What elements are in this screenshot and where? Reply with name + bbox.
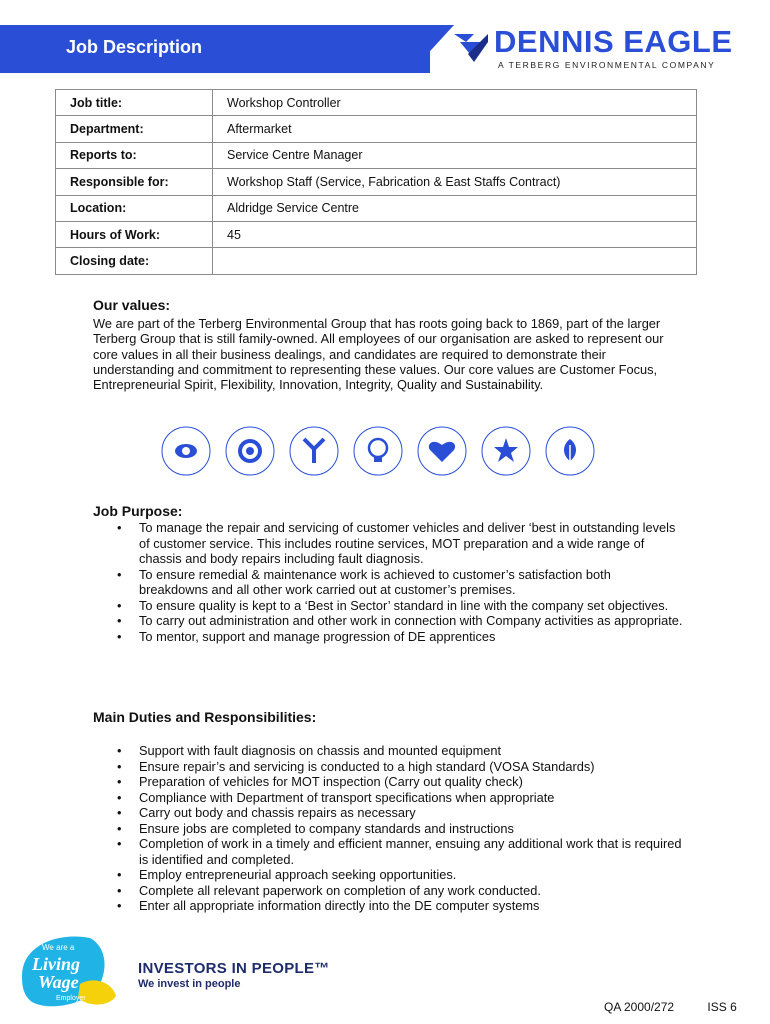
info-label: Reports to: — [56, 142, 213, 168]
investors-in-people-logo — [138, 960, 330, 990]
info-row — [56, 142, 697, 168]
list-item: • To manage the repair and servicing of customer vehicles and deliver ‘best in outstanding levels of customer service. This includes routine services, MOT preparation and a wide range of chassis and body repairs including fault diagnosis. — [93, 520, 683, 567]
logo-name: DENNIS EAGLE — [494, 24, 733, 59]
living-wage-line-1: We are a — [42, 943, 75, 952]
info-value: Aftermarket — [213, 116, 697, 142]
iip-title: INVESTORS IN PEOPLE™ — [138, 960, 330, 977]
info-label: Closing date: — [56, 248, 213, 274]
star-icon — [480, 425, 532, 477]
info-value: 45 — [213, 221, 697, 247]
issue-number: ISS 6 — [707, 1000, 737, 1014]
info-row — [56, 169, 697, 195]
info-value: Aldridge Service Centre — [213, 195, 697, 221]
job-info-table — [55, 89, 697, 275]
leaf-icon — [544, 425, 596, 477]
list-item: • To ensure quality is kept to a ‘Best in Sector’ standard in line with the company set objectives. — [93, 598, 683, 614]
info-row — [56, 195, 697, 221]
list-item: • Ensure repair’s and servicing is conducted to a high standard (VOSA Standards) — [93, 759, 693, 775]
values-heading: Our values: — [93, 297, 171, 313]
info-label: Job title: — [56, 90, 213, 116]
values-paragraph: We are part of the Terberg Environmental Group that has roots going back to 1869, part of the larger Terberg Group that is still family-owned. All employees of our organisation are asked to represent our core values in all their business dealings, and candidates are required to demonstrate their understanding and commitment to representing these values. Our core values are Customer Focus, Entrepreneurial Spirit, Flexibility, Innovation, Integrity, Quality and Sustainability. — [93, 316, 664, 393]
list-item: • Ensure jobs are completed to company standards and instructions — [93, 821, 693, 837]
list-item: • To ensure remedial & maintenance work is achieved to customer’s satisfaction both breakdowns and all other work carried out at customer’s premises. — [93, 567, 683, 598]
info-label: Responsible for: — [56, 169, 213, 195]
company-logo — [452, 26, 762, 74]
list-item: • Carry out body and chassis repairs as necessary — [93, 805, 693, 821]
core-values-icons — [160, 425, 610, 481]
info-label: Department: — [56, 116, 213, 142]
info-row — [56, 116, 697, 142]
iip-tagline: We invest in people — [138, 978, 241, 990]
info-value: Service Centre Manager — [213, 142, 697, 168]
eagle-icon — [452, 28, 492, 68]
info-value: Workshop Staff (Service, Fabrication & East Staffs Contract) — [213, 169, 697, 195]
logo-subtitle: A TERBERG ENVIRONMENTAL COMPANY — [498, 60, 716, 70]
arrows-icon — [288, 425, 340, 477]
living-wage-line-3: Wage — [38, 972, 79, 992]
info-row — [56, 90, 697, 116]
info-label: Hours of Work: — [56, 221, 213, 247]
list-item: • Complete all relevant paperwork on completion of any work conducted. — [93, 883, 693, 899]
list-item: • Employ entrepreneurial approach seeking opportunities. — [93, 867, 693, 883]
living-wage-logo — [20, 932, 120, 1012]
duties-heading: Main Duties and Responsibilities: — [93, 709, 317, 725]
duties-list — [93, 743, 693, 914]
footer-ref — [604, 1000, 737, 1014]
info-value — [213, 248, 697, 274]
eye-icon — [160, 425, 212, 477]
header-bar — [0, 25, 430, 73]
list-item: • Support with fault diagnosis on chassis and mounted equipment — [93, 743, 693, 759]
bulb-icon — [352, 425, 404, 477]
list-item: • Enter all appropriate information directly into the DE computer systems — [93, 898, 693, 914]
job-purpose-heading: Job Purpose: — [93, 503, 183, 519]
list-item: • Compliance with Department of transport specifications when appropriate — [93, 790, 693, 806]
info-row — [56, 248, 697, 274]
heart-icon — [416, 425, 468, 477]
list-item: • To mentor, support and manage progression of DE apprentices — [93, 629, 683, 645]
living-wage-line-4: Employer — [56, 995, 86, 1002]
info-value: Workshop Controller — [213, 90, 697, 116]
living-wage-line-2: Living — [32, 954, 80, 974]
list-item: • Preparation of vehicles for MOT inspection (Carry out quality check) — [93, 774, 693, 790]
info-row — [56, 221, 697, 247]
list-item: • Completion of work in a timely and efficient manner, ensuing any additional work that is required is identified and completed. — [93, 836, 693, 867]
page-title: Job Description — [66, 37, 203, 57]
list-item: • To carry out administration and other work in connection with Company activities as appropriate. — [93, 613, 683, 629]
info-label: Location: — [56, 195, 213, 221]
target-icon — [224, 425, 276, 477]
doc-reference: QA 2000/272 — [604, 1000, 675, 1014]
header-bar-slant — [410, 25, 454, 73]
job-purpose-list — [93, 520, 683, 644]
